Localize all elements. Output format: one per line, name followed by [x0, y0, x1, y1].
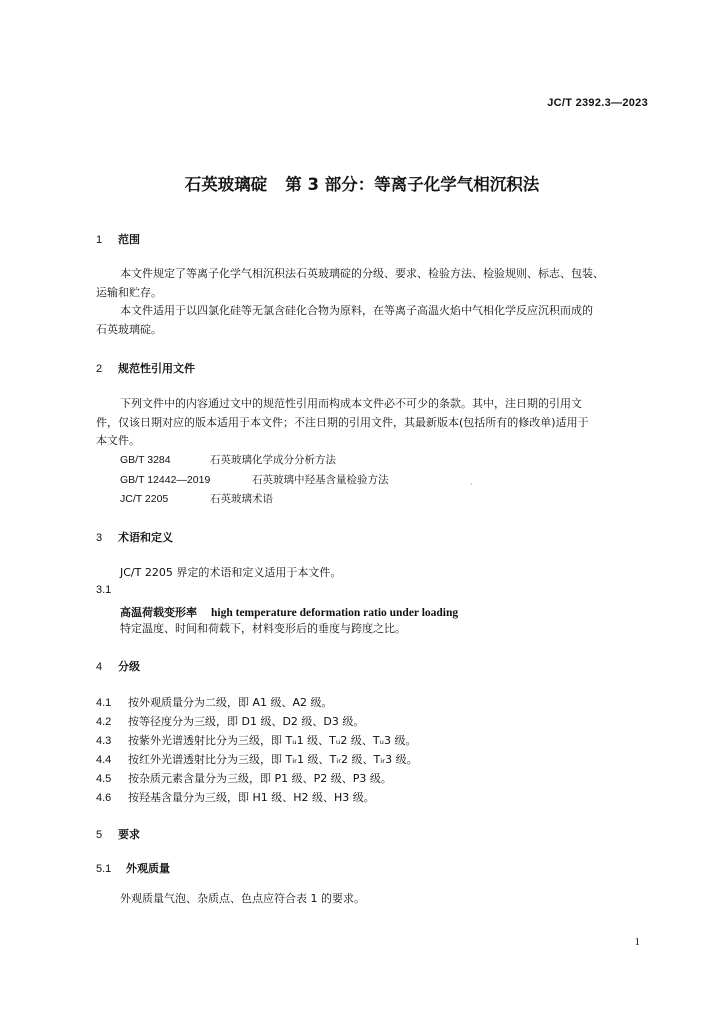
- section-5-heading: [96, 826, 140, 842]
- section-number: 2: [96, 363, 103, 375]
- term-number: 3.1: [96, 584, 112, 596]
- grade-text: 按等径度分为三级，即 D1 级、D2 级、D3 级。: [128, 715, 365, 728]
- section-number: 1: [96, 234, 103, 246]
- term-definition: 特定温度、时间和荷载下，材料变形后的垂度与跨度之比。: [120, 622, 406, 635]
- title-part2: 第 3 部分：等离子化学气相沉积法: [285, 175, 540, 194]
- section-title: 规范性引用文件: [118, 362, 195, 375]
- reference-title: 石英玻璃化学成分分析方法: [210, 454, 336, 466]
- grade-text: 按红外光谱透射比分为三级，即 Tᵢᵣ1 级、Tᵢᵣ2 级、Tᵢᵣ3 级。: [128, 753, 418, 766]
- subsection-number: 5.1: [96, 863, 112, 875]
- section-2-heading: [96, 360, 195, 376]
- grade-text: 按杂质元素含量分为三级，即 P1 级、P2 级、P3 级。: [128, 772, 392, 785]
- paragraph-line: 运输和贮存。: [96, 286, 162, 299]
- subsection-5-1-heading: [96, 860, 170, 876]
- reference-item: [120, 491, 273, 506]
- paragraph-line: 本文件适用于以四氯化硅等无氯含硅化合物为原料，在等离子高温火焰中气相化学反应沉积而成的: [120, 304, 593, 317]
- section-title: 范围: [118, 233, 140, 246]
- grade-number: 4.2: [96, 716, 112, 728]
- reference-item: [120, 452, 336, 467]
- section-1-heading: [96, 231, 140, 247]
- grade-number: 4.1: [96, 697, 112, 709]
- grade-text: 按羟基含量分为三级，即 H1 级、H2 级、H3 级。: [128, 791, 375, 804]
- reference-code: JC/T 2205: [120, 493, 169, 505]
- section-title: 要求: [118, 828, 140, 841]
- paragraph-line: 本文件规定了等离子化学气相沉积法石英玻璃碇的分级、要求、检验方法、检验规则、标志、包装、: [120, 267, 604, 280]
- grade-item: [96, 713, 364, 729]
- reference-title: 石英玻璃术语: [210, 493, 273, 505]
- standard-number: JC/T 2392.3—2023: [547, 97, 648, 109]
- paragraph-line: JC/T 2205 界定的术语和定义适用于本文件。: [120, 566, 342, 579]
- grade-number: 4.6: [96, 792, 112, 804]
- section-title: 分级: [118, 660, 140, 673]
- paragraph-line: 件，仅该日期对应的版本适用于本文件；不注日期的引用文件，其最新版本(包括所有的修改单)适用于: [96, 416, 589, 429]
- section-number: 4: [96, 661, 103, 673]
- reference-item: [120, 472, 389, 487]
- grade-number: 4.5: [96, 773, 112, 785]
- grade-item: [96, 694, 333, 710]
- paragraph-line: 下列文件中的内容通过文中的规范性引用而构成本文件必不可少的条款。其中，注日期的引用文: [120, 397, 582, 410]
- grade-text: 按外观质量分为二级，即 A1 级、A2 级。: [128, 696, 333, 709]
- section-3-heading: [96, 529, 173, 545]
- reference-code: GB/T 3284: [120, 454, 171, 466]
- term-english: high temperature deformation ratio under loading: [211, 607, 459, 619]
- term-entry: [120, 601, 458, 620]
- paragraph-line: 外观质量气泡、杂质点、色点应符合表 1 的要求。: [120, 892, 365, 905]
- subsection-title: 外观质量: [126, 862, 170, 875]
- grade-item: [96, 732, 417, 748]
- reference-code: GB/T 12442—2019: [120, 474, 211, 486]
- paragraph-line: 石英玻璃碇。: [96, 323, 162, 336]
- section-4-heading: [96, 658, 140, 674]
- reference-title: 石英玻璃中羟基含量检验方法: [252, 474, 389, 486]
- grade-item: [96, 789, 375, 805]
- grade-item: [96, 770, 392, 786]
- section-number: 3: [96, 532, 103, 544]
- section-title: 术语和定义: [118, 531, 173, 544]
- title-part1: 石英玻璃碇: [184, 175, 268, 194]
- grade-number: 4.4: [96, 754, 112, 766]
- stray-mark: ·: [470, 480, 473, 489]
- document-title: [0, 171, 724, 195]
- section-number: 5: [96, 829, 103, 841]
- grade-text: 按紫外光谱透射比分为三级，即 Tᵤ1 级、Tᵤ2 级、Tᵤ3 级。: [128, 734, 417, 747]
- term-chinese: 高温荷载变形率: [120, 606, 197, 619]
- grade-item: [96, 751, 418, 767]
- paragraph-line: 本文件。: [96, 434, 140, 447]
- page-number: 1: [634, 936, 640, 948]
- grade-number: 4.3: [96, 735, 112, 747]
